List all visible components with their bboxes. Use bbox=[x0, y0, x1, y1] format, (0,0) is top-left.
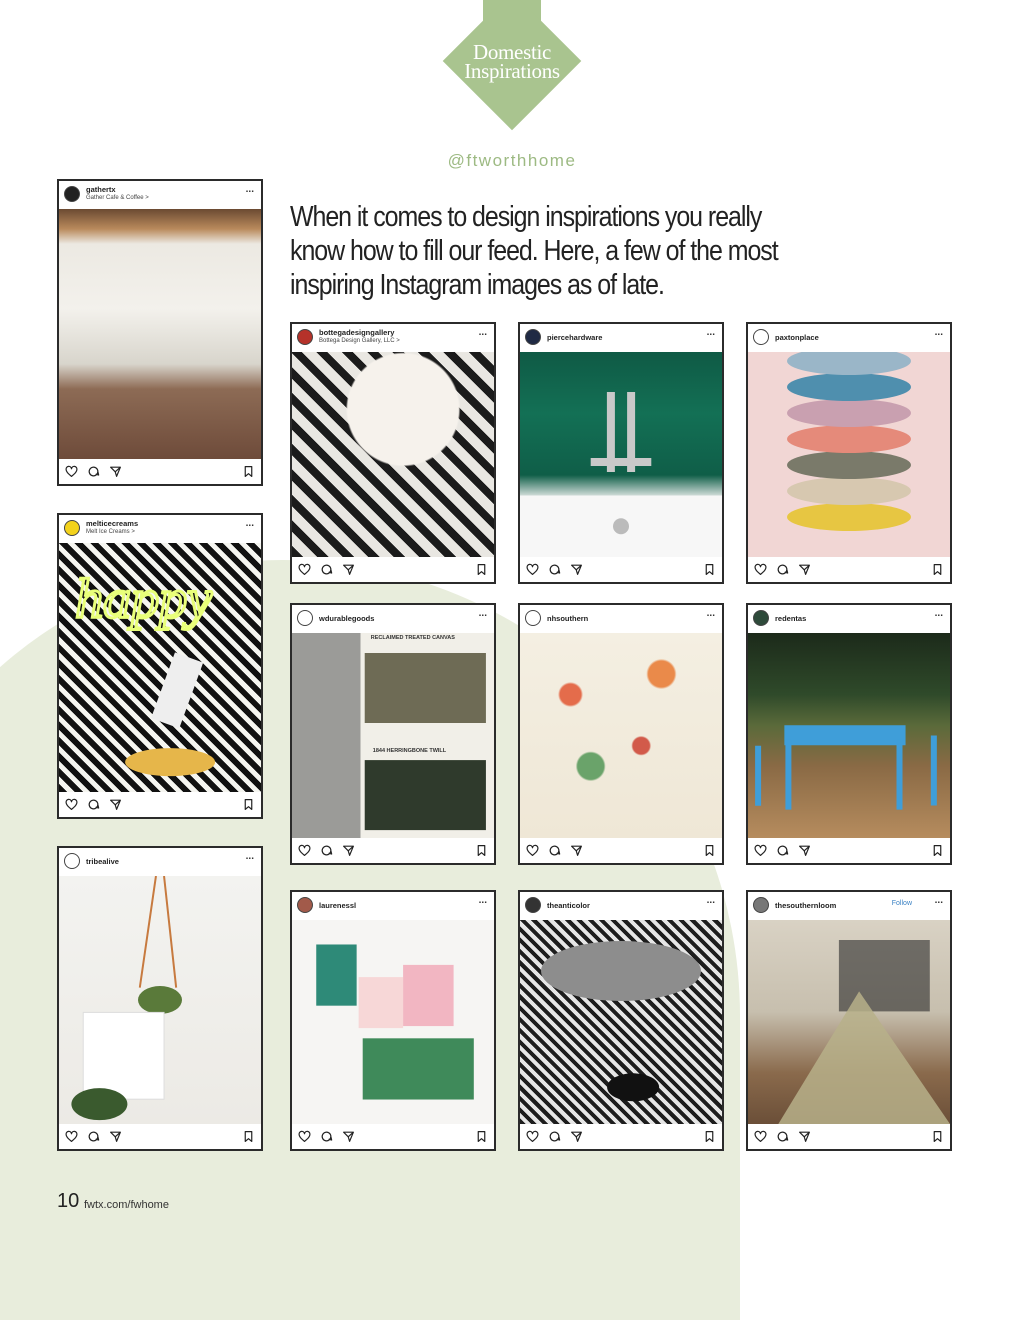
share-icon[interactable] bbox=[342, 563, 355, 576]
canvas-label-bottom: 1844 HERRINGBONE TWILL bbox=[372, 747, 447, 754]
photo-illustration bbox=[520, 920, 722, 1124]
like-icon[interactable] bbox=[65, 465, 78, 478]
post-card bbox=[746, 890, 952, 1151]
more-options-icon[interactable]: ... bbox=[245, 518, 254, 529]
comment-icon[interactable] bbox=[320, 563, 333, 576]
avatar[interactable] bbox=[525, 329, 541, 345]
avatar[interactable] bbox=[753, 897, 769, 913]
post-actions bbox=[59, 792, 261, 817]
like-icon[interactable] bbox=[526, 563, 539, 576]
post-actions bbox=[520, 557, 722, 582]
post-username[interactable]: theanticolor bbox=[547, 901, 590, 910]
post-card bbox=[57, 179, 263, 486]
intro-line-1: When it comes to design inspirations you really bbox=[290, 201, 762, 233]
comment-icon[interactable] bbox=[548, 844, 561, 857]
follow-button[interactable]: Follow bbox=[891, 900, 912, 907]
photo-illustration bbox=[748, 920, 950, 1124]
canvas-label-top: RECLAIMED TREATED CANVAS bbox=[370, 635, 455, 641]
like-icon[interactable] bbox=[754, 563, 767, 576]
post-image[interactable] bbox=[748, 352, 950, 557]
logo-line-1: Domestic bbox=[472, 40, 552, 64]
bookmark-icon[interactable] bbox=[242, 465, 255, 478]
share-icon[interactable] bbox=[109, 1130, 122, 1143]
comment-icon[interactable] bbox=[776, 563, 789, 576]
post-actions bbox=[748, 838, 950, 863]
comment-icon[interactable] bbox=[87, 1130, 100, 1143]
photo-illustration bbox=[748, 633, 950, 838]
bookmark-icon[interactable] bbox=[242, 1130, 255, 1143]
post-card bbox=[518, 322, 724, 584]
share-icon[interactable] bbox=[109, 465, 122, 478]
more-options-icon[interactable]: ... bbox=[478, 327, 487, 338]
post-image[interactable] bbox=[59, 543, 261, 792]
post-actions bbox=[748, 557, 950, 582]
avatar[interactable] bbox=[64, 520, 80, 536]
more-options-icon[interactable]: ... bbox=[934, 895, 943, 906]
comment-icon[interactable] bbox=[320, 1130, 333, 1143]
post-card bbox=[290, 322, 496, 584]
avatar[interactable] bbox=[525, 610, 541, 626]
bookmark-icon[interactable] bbox=[931, 563, 944, 576]
bookmark-icon[interactable] bbox=[703, 1130, 716, 1143]
post-username[interactable]: piercehardware bbox=[547, 333, 603, 342]
post-card bbox=[57, 513, 263, 819]
post-location[interactable]: Melt Ice Creams > bbox=[86, 529, 135, 535]
more-options-icon[interactable]: ... bbox=[934, 327, 943, 338]
like-icon[interactable] bbox=[65, 1130, 78, 1143]
more-options-icon[interactable]: ... bbox=[478, 608, 487, 619]
post-header bbox=[59, 515, 261, 543]
avatar[interactable] bbox=[297, 897, 313, 913]
share-icon[interactable] bbox=[570, 844, 583, 857]
post-header bbox=[748, 324, 950, 352]
post-card bbox=[518, 603, 724, 865]
share-icon[interactable] bbox=[342, 844, 355, 857]
post-username[interactable]: nhsouthern bbox=[547, 614, 589, 623]
page-number: 10 bbox=[57, 1190, 80, 1212]
more-options-icon[interactable]: ... bbox=[706, 895, 715, 906]
post-username[interactable]: tribealive bbox=[86, 857, 119, 866]
bookmark-icon[interactable] bbox=[475, 1130, 488, 1143]
post-image[interactable] bbox=[520, 352, 722, 557]
photo-illustration bbox=[748, 352, 950, 557]
post-username[interactable]: gathertx bbox=[86, 185, 116, 194]
photo-illustration bbox=[292, 920, 494, 1124]
post-header bbox=[292, 605, 494, 633]
post-card bbox=[290, 603, 496, 865]
comment-icon[interactable] bbox=[776, 844, 789, 857]
post-header bbox=[748, 605, 950, 633]
like-icon[interactable] bbox=[65, 798, 78, 811]
post-actions bbox=[520, 838, 722, 863]
share-icon[interactable] bbox=[798, 1130, 811, 1143]
share-icon[interactable] bbox=[798, 844, 811, 857]
avatar[interactable] bbox=[297, 329, 313, 345]
post-card bbox=[57, 846, 263, 1151]
photo-illustration bbox=[520, 352, 722, 557]
comment-icon[interactable] bbox=[87, 798, 100, 811]
like-icon[interactable] bbox=[298, 563, 311, 576]
comment-icon[interactable] bbox=[87, 465, 100, 478]
post-header bbox=[292, 324, 494, 352]
like-icon[interactable] bbox=[526, 844, 539, 857]
section-logo bbox=[442, 0, 582, 131]
post-image[interactable] bbox=[520, 920, 722, 1124]
post-username[interactable]: paxtonplace bbox=[775, 333, 819, 342]
photo-illustration bbox=[292, 633, 494, 838]
post-username[interactable]: thesouthernloom bbox=[775, 901, 837, 910]
comment-icon[interactable] bbox=[776, 1130, 789, 1143]
post-image[interactable] bbox=[292, 352, 494, 557]
footer-url: fwtx.com/fwhome bbox=[84, 1199, 169, 1211]
post-image[interactable] bbox=[520, 633, 722, 838]
post-header bbox=[748, 892, 950, 920]
post-image[interactable] bbox=[59, 209, 261, 459]
share-icon[interactable] bbox=[109, 798, 122, 811]
post-username[interactable]: melticecreams bbox=[86, 519, 139, 528]
post-location[interactable]: Gather Cafe & Coffee > bbox=[86, 195, 149, 201]
post-card bbox=[746, 322, 952, 584]
post-actions bbox=[520, 1124, 722, 1149]
bookmark-icon[interactable] bbox=[475, 563, 488, 576]
share-icon[interactable] bbox=[570, 563, 583, 576]
post-actions bbox=[292, 838, 494, 863]
avatar[interactable] bbox=[753, 329, 769, 345]
comment-icon[interactable] bbox=[320, 844, 333, 857]
more-options-icon[interactable]: ... bbox=[934, 608, 943, 619]
post-actions bbox=[59, 1124, 261, 1149]
like-icon[interactable] bbox=[298, 844, 311, 857]
post-header bbox=[292, 892, 494, 920]
post-username[interactable]: laurenessl bbox=[319, 901, 357, 910]
intro-line-2: know how to fill our feed. Here, a few of the most bbox=[290, 235, 778, 267]
more-options-icon[interactable]: ... bbox=[245, 184, 254, 195]
more-options-icon[interactable]: ... bbox=[706, 608, 715, 619]
avatar[interactable] bbox=[64, 186, 80, 202]
post-image[interactable] bbox=[748, 633, 950, 838]
bookmark-icon[interactable] bbox=[931, 1130, 944, 1143]
post-username[interactable]: bottegadesigngallery bbox=[319, 328, 395, 337]
like-icon[interactable] bbox=[526, 1130, 539, 1143]
intro-text bbox=[290, 200, 778, 302]
post-header bbox=[59, 848, 261, 876]
avatar[interactable] bbox=[753, 610, 769, 626]
share-icon[interactable] bbox=[798, 563, 811, 576]
avatar[interactable] bbox=[297, 610, 313, 626]
more-options-icon[interactable]: ... bbox=[245, 851, 254, 862]
share-icon[interactable] bbox=[342, 1130, 355, 1143]
like-icon[interactable] bbox=[298, 1130, 311, 1143]
post-actions bbox=[292, 557, 494, 582]
instagram-handle: @ftworthhome bbox=[447, 151, 577, 170]
post-image[interactable] bbox=[292, 920, 494, 1124]
post-username[interactable]: redentas bbox=[775, 614, 807, 623]
post-actions bbox=[748, 1124, 950, 1149]
logo-line-2: Inspirations bbox=[464, 59, 560, 83]
post-image[interactable] bbox=[292, 633, 494, 838]
more-options-icon[interactable]: ... bbox=[706, 327, 715, 338]
post-location[interactable]: Bottega Design Gallery, LLC > bbox=[319, 338, 400, 344]
svg-text:happy: happy bbox=[75, 568, 213, 631]
comment-icon[interactable] bbox=[548, 1130, 561, 1143]
post-header bbox=[520, 324, 722, 352]
photo-illustration bbox=[59, 543, 261, 792]
post-actions bbox=[292, 1124, 494, 1149]
post-card bbox=[518, 890, 724, 1151]
post-image[interactable] bbox=[748, 920, 950, 1124]
intro-line-3: inspiring Instagram images as of late. bbox=[290, 269, 664, 301]
post-image[interactable] bbox=[59, 876, 261, 1124]
post-card bbox=[746, 603, 952, 865]
like-icon[interactable] bbox=[754, 844, 767, 857]
post-username[interactable]: wdurablegoods bbox=[319, 614, 375, 623]
post-header bbox=[520, 605, 722, 633]
post-actions bbox=[59, 459, 261, 484]
bookmark-icon[interactable] bbox=[242, 798, 255, 811]
avatar[interactable] bbox=[525, 897, 541, 913]
share-icon[interactable] bbox=[570, 1130, 583, 1143]
photo-illustration bbox=[59, 876, 261, 1124]
avatar[interactable] bbox=[64, 853, 80, 869]
post-header bbox=[520, 892, 722, 920]
post-header bbox=[59, 181, 261, 209]
bookmark-icon[interactable] bbox=[475, 844, 488, 857]
bookmark-icon[interactable] bbox=[703, 563, 716, 576]
bookmark-icon[interactable] bbox=[703, 844, 716, 857]
like-icon[interactable] bbox=[754, 1130, 767, 1143]
post-card bbox=[290, 890, 496, 1151]
comment-icon[interactable] bbox=[548, 563, 561, 576]
more-options-icon[interactable]: ... bbox=[478, 895, 487, 906]
bookmark-icon[interactable] bbox=[931, 844, 944, 857]
